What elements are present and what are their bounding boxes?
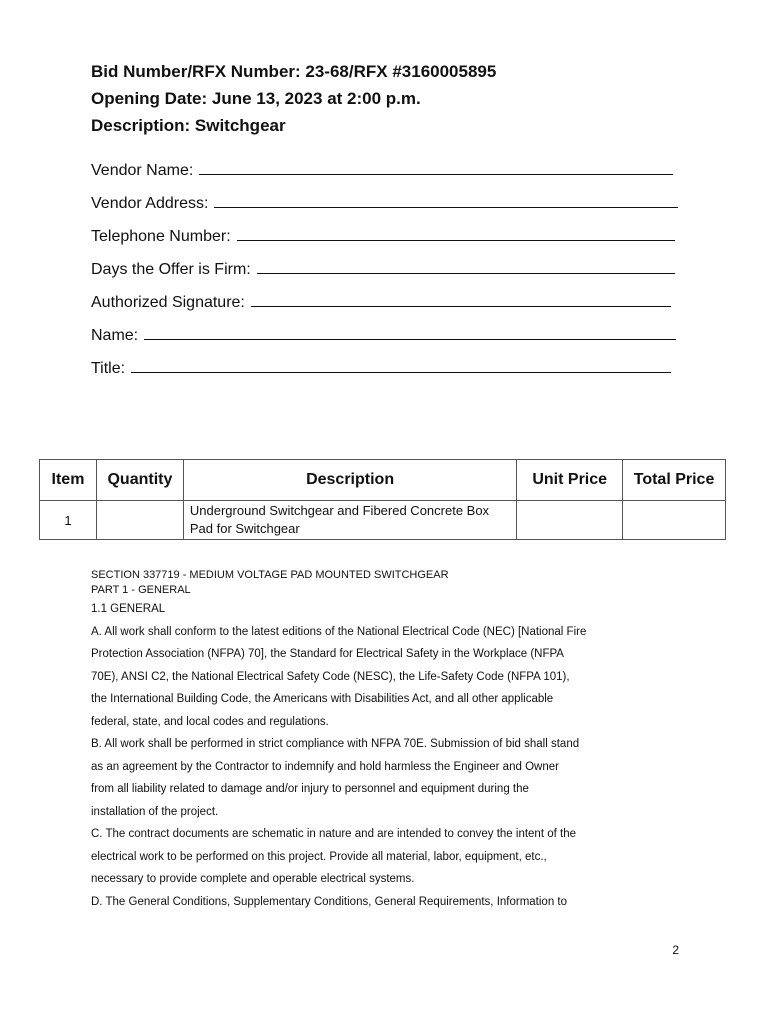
blank-line[interactable] [237,226,675,241]
field-label: Telephone Number: [91,228,231,245]
table-row [40,501,726,540]
spec-line: the International Building Code, the Americans with Disabilities Act, and all other applicable [91,693,554,705]
blank-line[interactable] [199,160,673,175]
header-unit-price: Unit Price [517,460,623,501]
spec-line: A. All work shall conform to the latest editions of the National Electrical Code (NEC) [National Fire [91,625,587,638]
vendor-address-field[interactable] [91,193,678,226]
header-description: Description [183,460,516,501]
spec-line: C. The contract documents are schematic in nature and are intended to convey the intent of the [91,828,576,840]
field-label: Title: [91,360,126,377]
field-label: Vendor Name: [91,162,194,179]
field-label: Authorized Signature: [91,294,245,311]
table-header-row [40,460,726,501]
part-title: PART 1 - GENERAL [91,584,191,596]
name-field[interactable] [91,325,678,358]
cell-unit-price[interactable] [517,501,623,540]
telephone-number-field[interactable] [91,226,678,259]
blank-line[interactable] [251,292,671,307]
vendor-name-field[interactable] [91,160,678,193]
spec-section [91,568,651,913]
spec-line: federal, state, and local codes and regulations. [91,715,329,728]
page-number: 2 [672,943,679,957]
blank-line[interactable] [131,358,671,373]
blank-line[interactable] [257,259,675,274]
blank-line[interactable] [144,325,676,340]
header-total-price: Total Price [623,460,726,501]
document-header [91,58,496,139]
section-title: SECTION 337719 - MEDIUM VOLTAGE PAD MOUNTED SWITCHGEAR [91,569,449,581]
spec-line: electrical work to be performed on this project. Provide all material, labor, equipment, etc., [91,850,547,863]
spec-line: necessary to provide complete and operable electrical systems. [91,873,415,885]
cell-item: 1 [40,501,97,540]
spec-line: from all liability related to damage and/or injury to personnel and equipment during the [91,783,529,795]
authorized-signature-field[interactable] [91,292,678,325]
field-label: Days the Offer is Firm: [91,261,251,278]
title-field[interactable] [91,358,678,391]
description-heading: Description: Switchgear [91,116,286,135]
spec-line: Protection Association (NFPA) 70], the Standard for Electrical Safety in the Workplace (NFPA [91,648,564,660]
spec-line: installation of the project. [91,805,219,818]
cell-quantity[interactable] [96,501,183,540]
blank-line[interactable] [214,193,678,208]
header-quantity: Quantity [96,460,183,501]
cell-total-price[interactable] [623,501,726,540]
opening-date: Opening Date: June 13, 2023 at 2:00 p.m. [91,89,421,108]
cell-description: Underground Switchgear and Fibered Concrete Box Pad for Switchgear [183,501,516,540]
bid-number: Bid Number/RFX Number: 23-68/RFX #3160005895 [91,62,497,81]
subsection-title: 1.1 GENERAL [91,603,166,615]
bid-table [39,459,726,540]
days-offer-firm-field[interactable] [91,259,678,292]
field-label: Name: [91,327,139,344]
header-item: Item [40,460,97,501]
spec-line: B. All work shall be performed in strict compliance with NFPA 70E. Submission of bid shall stand [91,738,580,750]
vendor-fields [91,160,678,391]
field-label: Vendor Address: [91,195,209,212]
spec-line: 70E), ANSI C2, the National Electrical Safety Code (NESC), the Life-Safety Code (NFPA 101), [91,670,570,683]
spec-line: as an agreement by the Contractor to indemnify and hold harmless the Engineer and Owner [91,760,559,773]
spec-line: D. The General Conditions, Supplementary Conditions, General Requirements, Information to [91,895,568,908]
